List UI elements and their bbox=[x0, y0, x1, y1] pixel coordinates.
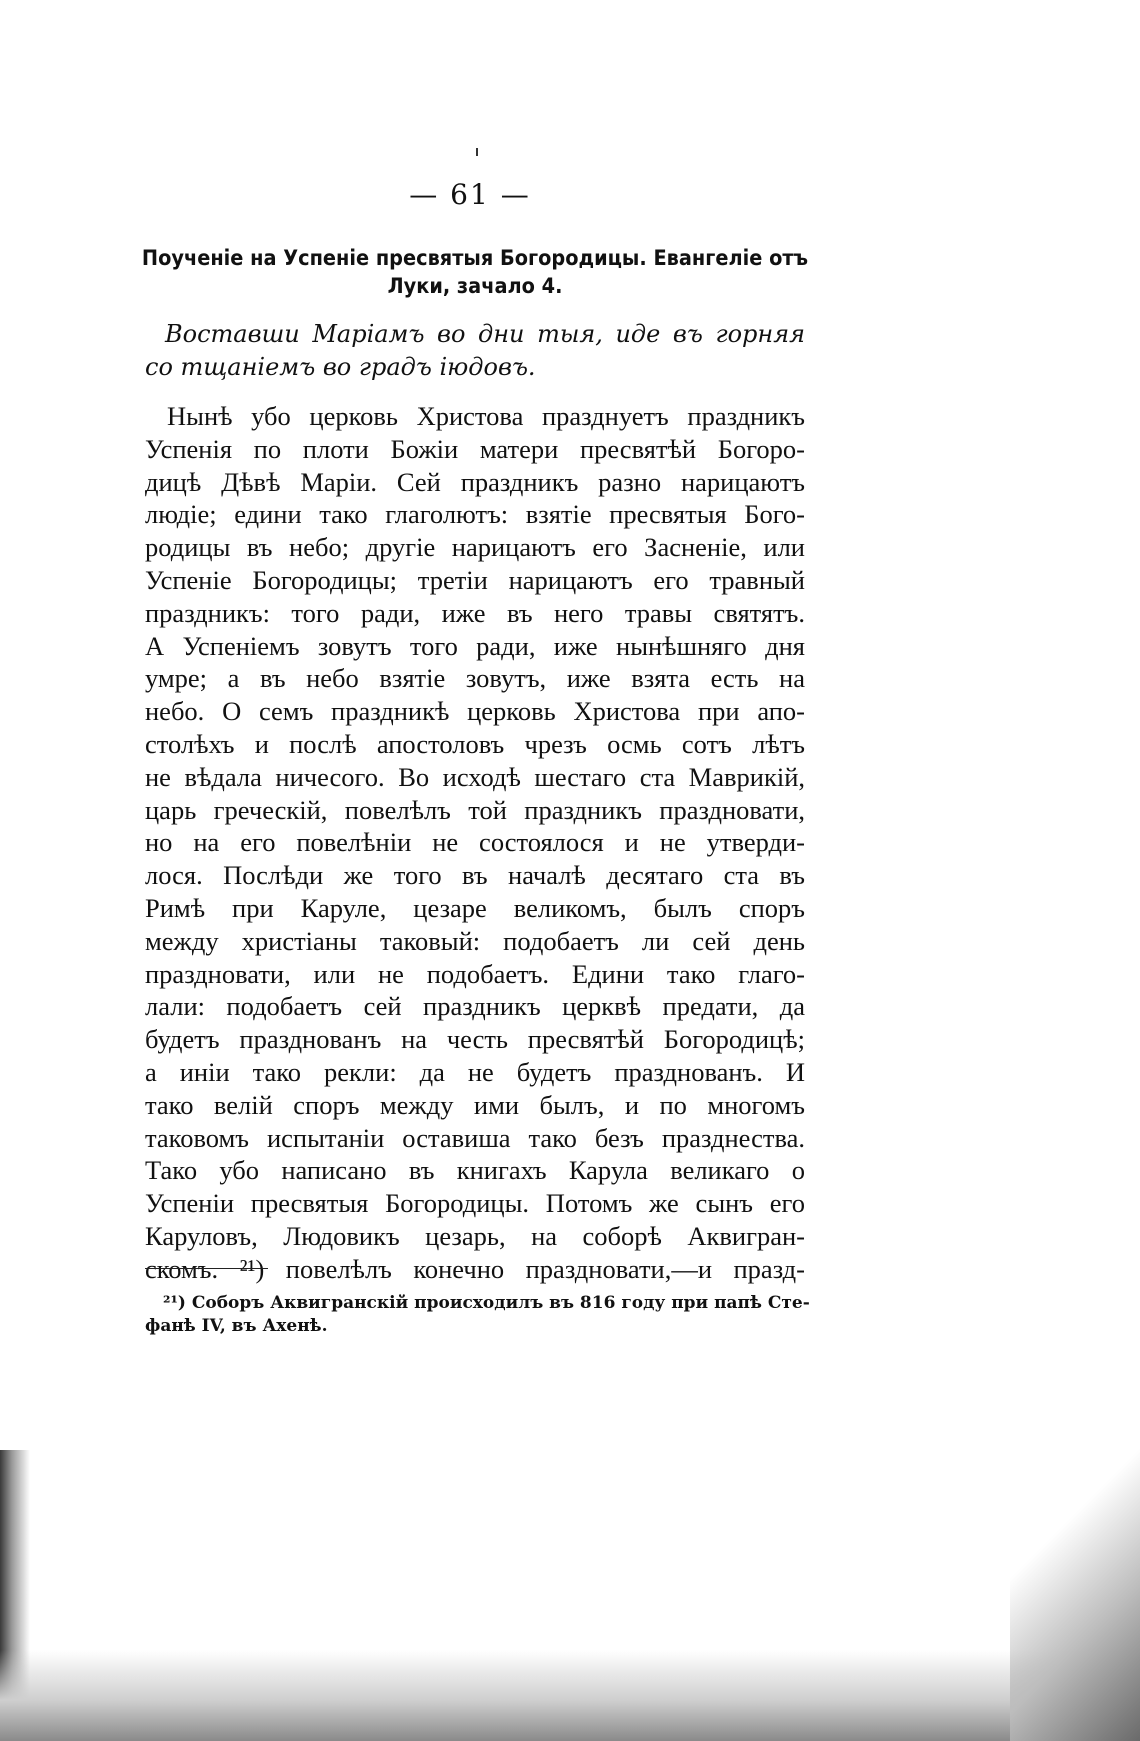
body-line: А Успеніемъ зовутъ того ради, иже нынѣшняго дня bbox=[145, 630, 805, 661]
body-line: но на его повелѣніи не состоялося и не утверди- bbox=[145, 827, 805, 858]
epigraph-quote: Воставши Маріамъ во дни тыя, иде въ горняя со тщаніемъ во градъ іюдовъ. bbox=[145, 320, 805, 381]
body-line: между христіаны таковый: подобаетъ ли сей день bbox=[145, 925, 805, 956]
body-line: праздникъ: того ради, иже въ него травы святятъ. bbox=[145, 597, 805, 628]
body-line: лали: подобаетъ сей праздникъ церквѣ предати, да bbox=[145, 991, 805, 1022]
body-line: Успеніи пресвятыя Богородицы. Потомъ же сынъ его bbox=[145, 1188, 805, 1219]
scan-speck bbox=[476, 148, 478, 156]
footnote-line: ²¹) Соборъ Аквигранскій происходилъ въ 816 году при папѣ Сте- bbox=[163, 1293, 810, 1313]
body-line: столѣхъ и послѣ апостоловъ чрезъ осмь сотъ лѣтъ bbox=[145, 728, 805, 759]
body-line: таковомъ испытаніи оставиша тако безъ празднества. bbox=[145, 1122, 805, 1153]
body-line: небо. О семъ праздникѣ церковь Христова при апо- bbox=[145, 696, 805, 727]
sermon-heading bbox=[130, 244, 820, 300]
body-line: умре; а въ небо взятіе зовутъ, иже взята есть на bbox=[145, 663, 805, 694]
footnote-divider bbox=[145, 1268, 268, 1269]
body-line: дицѣ Дѣвѣ Маріи. Сей праздникъ разно нарицаютъ bbox=[145, 466, 805, 497]
body-line: будетъ празднованъ на честь пресвятѣй Богородицѣ; bbox=[145, 1024, 805, 1055]
body-line: праздновати, или не подобаетъ. Едини тако глаго- bbox=[145, 958, 805, 989]
body-line: людіе; едини тако глаголютъ: взятіе пресвятыя Бого- bbox=[145, 499, 805, 530]
body-line: Успеніе Богородицы; третіи нарицаютъ его травный bbox=[145, 564, 805, 595]
body-line: тако велій споръ между ими былъ, и по многомъ bbox=[145, 1089, 805, 1120]
body-line: не вѣдала ничесого. Во исходѣ шестаго ста Маврикій, bbox=[145, 761, 805, 792]
footnote-line: фанѣ IV, въ Ахенѣ. bbox=[145, 1316, 328, 1336]
body-line: Каруловъ, Людовикъ цезарь, на соборѣ Аквигран- bbox=[145, 1220, 805, 1251]
scan-shadow-bottom bbox=[0, 1650, 1140, 1741]
body-line: Римѣ при Каруле, цезаре великомъ, былъ споръ bbox=[145, 892, 805, 923]
body-line: Нынѣ убо церковь Христова празднуетъ праздникъ bbox=[167, 401, 805, 431]
heading-line-1: Поученіе на Успеніе пресвятыя Богородицы. Евангеліе отъ bbox=[141, 246, 809, 270]
body-line: родицы въ небо; другіе нарицаютъ его Засненіе, или bbox=[145, 532, 805, 563]
heading-line-2: Луки, зачало 4. bbox=[387, 274, 563, 298]
footnote bbox=[145, 1292, 810, 1338]
body-line: лося. Послѣди же того въ началѣ десятаго ста въ bbox=[145, 860, 805, 891]
body-text bbox=[145, 400, 805, 1286]
body-line: а иніи тако рекли: да не будетъ празднованъ. И bbox=[145, 1056, 805, 1087]
page-number: — 61 — bbox=[409, 178, 531, 211]
body-line: Успенія по плоти Божіи матери пресвятѣй Богоро- bbox=[145, 433, 805, 464]
body-line: царь греческій, повелѣлъ той праздникъ праздновати, bbox=[145, 794, 805, 825]
body-line: скомъ. ²¹) повелѣлъ конечно праздновати,—и празд- bbox=[145, 1253, 805, 1284]
body-line: Тако убо написано въ книгахъ Карула великаго о bbox=[145, 1155, 805, 1186]
scan-shadow-right bbox=[1010, 1420, 1140, 1741]
